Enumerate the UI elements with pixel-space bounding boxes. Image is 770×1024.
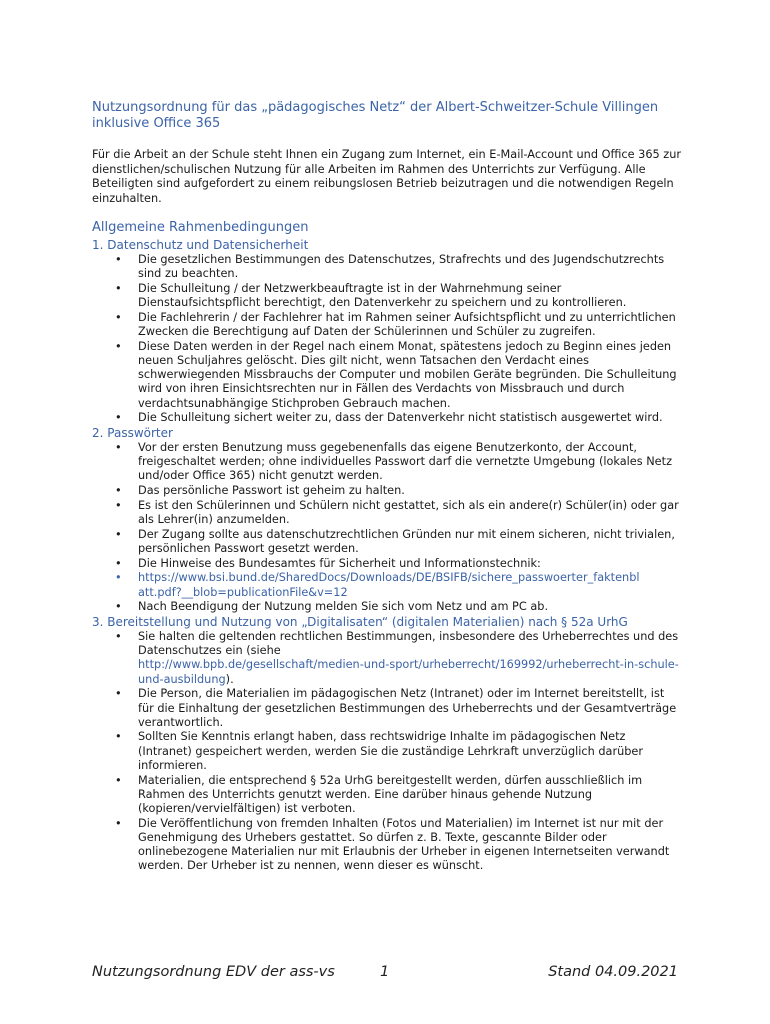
bpb-urheberrecht-link[interactable]: http://www.bpb.de/gesellschaft/medien-und-sport/urheberrecht/169992/urheberrecht-in-schule-und-ausbildung bbox=[138, 658, 679, 686]
item-text: Sie halten die geltenden rechtlichen Bestimmungen, insbesondere des Urheberrechtes und des Datenschutzes ein (siehe bbox=[138, 630, 679, 658]
page-number: 1 bbox=[380, 964, 390, 980]
digitalisate-list bbox=[92, 630, 682, 873]
general-heading: Allgemeine Rahmenbedingungen bbox=[92, 220, 309, 236]
page-footer bbox=[92, 964, 678, 982]
section-heading-digitalisate: 3. Bereitstellung und Nutzung von „Digitalisaten“ (digitalen Materialien) nach § 52a UrhG bbox=[92, 615, 628, 630]
list-item: • Das persönliche Passwort ist geheim zu halten. bbox=[138, 484, 682, 498]
bsi-password-link[interactable]: • https://www.bsi.bund.de/SharedDocs/Downloads/DE/BSIFB/sichere_passwoerter_faktenbl att.pdf?__blob=publicationFile&v=12 bbox=[138, 571, 682, 599]
list-item: • Die Schulleitung sichert weiter zu, dass der Datenverkehr nicht statistisch ausgewertet wird. bbox=[138, 411, 682, 425]
item-text-end: ). bbox=[225, 672, 234, 686]
list-item: • Vor der ersten Benutzung muss gegebenenfalls das eigene Benutzerkonto, der Account, freigeschaltet werden; ohne individuelles Passwort darf die vernetzte Umgebung (lokales Netz und/oder Office 365) nicht genutzt werden. bbox=[138, 441, 682, 484]
list-item: • Die Schulleitung / der Netzwerkbeauftragte ist in der Wahrnehmung seiner Dienstaufsichtspflicht berechtigt, den Datenverkehr zu speichern und zu kontrollieren. bbox=[138, 282, 682, 310]
list-item: • Die gesetzlichen Bestimmungen des Datenschutzes, Strafrechts und des Jugendschutzrechts sind zu beachten. bbox=[138, 253, 682, 281]
footer-title: Nutzungsordnung EDV der ass-vs bbox=[92, 964, 335, 980]
section-heading-datenschutz: 1. Datenschutz und Datensicherheit bbox=[92, 238, 309, 253]
intro-paragraph: Für die Arbeit an der Schule steht Ihnen ein Zugang zum Internet, ein E-Mail-Account und Office 365 zur dienstlichen/schulischen Nutzung für alle Arbeiten im Rahmen des Unterrichts zur Verfügung. Alle Beteiligten sind aufgefordert zu einem reibungslosen Betrieb beizutragen und die notwendigen Regeln einzuhalten. bbox=[92, 148, 682, 205]
list-item: • Die Veröffentlichung von fremden Inhalten (Fotos und Materialien) im Internet ist nur mit der Genehmigung des Urhebers gestattet. So dürfen z. B. Texte, gescannte Bilder oder onlinebezogene Materialien nur mit Erlaubnis der Urheber in eigenen Internetseiten verwandt werden. Der Urheber ist zu nennen, wenn dieser es wünscht. bbox=[138, 817, 682, 874]
list-item: • Sollten Sie Kenntnis erlangt haben, dass rechtswidrige Inhalte im pädagogischen Netz (Intranet) gespeichert werden, werden Sie die zuständige Lehrkraft unverzüglich darüber informieren. bbox=[138, 730, 682, 773]
list-item: • Der Zugang sollte aus datenschutzrechtlichen Gründen nur mit einem sicheren, nicht trivialen, persönlichen Passwort gesetzt werden. bbox=[138, 528, 682, 556]
section-heading-passwoerter: 2. Passwörter bbox=[92, 426, 173, 441]
document-page bbox=[92, 100, 682, 874]
list-item: • Die Fachlehrerin / der Fachlehrer hat im Rahmen seiner Aufsichtspflicht und zu unterrichtlichen Zwecken die Berechtigung auf Daten der Schülerinnen und Schüler zu zugreifen. bbox=[138, 311, 682, 339]
list-item: • Die Person, die Materialien im pädagogischen Netz (Intranet) oder im Internet bereitstellt, ist für die Einhaltung der gesetzlichen Bestimmungen des Urheberrechts und der Gesamtverträge verantwortlich. bbox=[138, 687, 682, 730]
footer-date: Stand 04.09.2021 bbox=[548, 964, 678, 980]
datenschutz-list bbox=[92, 253, 682, 425]
list-item: • Materialien, die entsprechend § 52a UrhG bereitgestellt werden, dürfen ausschließlich im Rahmen des Unterrichts genutzt werden. Eine darüber hinaus gehende Nutzung (kopieren/vervielfältigen) ist verboten. bbox=[138, 774, 682, 817]
list-item: • Diese Daten werden in der Regel nach einem Monat, spätestens jedoch zu Beginn eines jeden neuen Schuljahres gelöscht. Dies gilt nicht, wenn Tatsachen den Verdacht eines schwerwiegenden Missbrauchs der Computer und mobilen Geräte begründen. Die Schulleitung wird von ihren Einsichtsrechten nur in Fällen des Verdachts von Missbrauch und durch verdachtsunabhängige Stichproben Gebrauch machen. bbox=[138, 340, 682, 411]
passwoerter-list bbox=[92, 441, 682, 614]
document-title: Nutzungsordnung für das „pädagogisches Netz“ der Albert-Schweitzer-Schule Villingen inklusive Office 365 bbox=[92, 100, 659, 131]
list-item: • Nach Beendigung der Nutzung melden Sie sich vom Netz und am PC ab. bbox=[138, 600, 682, 614]
list-item: • Es ist den Schülerinnen und Schülern nicht gestattet, sich als ein andere(r) Schüler(in) oder gar als Lehrer(in) anzumelden. bbox=[138, 499, 682, 527]
list-item bbox=[138, 630, 682, 687]
list-item: • Die Hinweise des Bundesamtes für Sicherheit und Informationstechnik: bbox=[138, 557, 682, 571]
